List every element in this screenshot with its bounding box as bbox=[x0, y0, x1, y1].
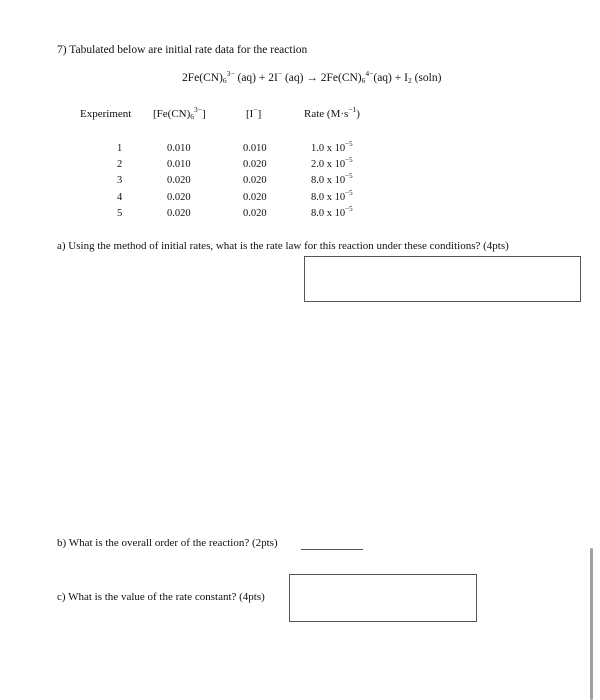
header-i-charge: − bbox=[253, 105, 258, 114]
row-1-rate-base: 1.0 x 10 bbox=[311, 143, 346, 154]
row-2-rate-base: 2.0 x 10 bbox=[311, 159, 346, 170]
reaction-charge: 4− bbox=[365, 69, 374, 78]
row-3-rate-base: 8.0 x 10 bbox=[311, 175, 346, 186]
row-1-experiment: 1 bbox=[117, 143, 123, 154]
reaction-subscript: 6 bbox=[222, 76, 227, 85]
row-4-i: 0.020 bbox=[243, 192, 267, 203]
row-5-rate bbox=[311, 205, 353, 219]
reaction-plus: + bbox=[258, 72, 266, 84]
header-i-open: [I bbox=[246, 108, 254, 120]
header-fe-close: ] bbox=[202, 108, 206, 120]
question-b-text: b) What is the overall order of the reaction? (2pts) bbox=[57, 537, 278, 549]
row-5-rate-exponent: −5 bbox=[345, 205, 353, 213]
reaction-state: (aq) bbox=[284, 72, 304, 84]
row-2-fe: 0.010 bbox=[167, 159, 191, 170]
row-4-experiment: 4 bbox=[117, 192, 123, 203]
row-5-i: 0.020 bbox=[243, 208, 267, 219]
reaction-product-iodine: I bbox=[404, 72, 408, 84]
reaction-state: (aq) bbox=[373, 72, 392, 84]
row-5-experiment: 5 bbox=[117, 208, 123, 219]
header-fe-subscript: 6 bbox=[190, 112, 195, 121]
reaction-charge: − bbox=[277, 69, 283, 78]
reaction-subscript: 2 bbox=[407, 76, 412, 85]
reaction-product-ferrocyanide: 2Fe(CN) bbox=[320, 72, 362, 84]
answer-a-input[interactable] bbox=[304, 256, 581, 302]
header-rate-exponent: −1 bbox=[348, 105, 357, 114]
reaction-plus: + bbox=[394, 72, 402, 84]
row-4-fe: 0.020 bbox=[167, 192, 191, 203]
row-1-rate-exponent: −5 bbox=[345, 140, 353, 148]
header-i-close: ] bbox=[257, 108, 262, 120]
row-3-experiment: 3 bbox=[117, 175, 123, 186]
answer-c-input[interactable] bbox=[289, 574, 477, 622]
reaction-charge: 3− bbox=[226, 69, 235, 78]
reaction-reactant-iodide: 2I bbox=[268, 72, 278, 84]
row-5-rate-base: 8.0 x 10 bbox=[311, 208, 346, 219]
row-3-i: 0.020 bbox=[243, 175, 267, 186]
row-1-i: 0.010 bbox=[243, 143, 267, 154]
row-5-fe: 0.020 bbox=[167, 208, 191, 219]
reaction-equation bbox=[182, 69, 442, 85]
row-1-fe: 0.010 bbox=[167, 143, 191, 154]
row-4-rate-exponent: −5 bbox=[345, 189, 353, 197]
reaction-state: (soln) bbox=[414, 72, 442, 84]
question-a-text: a) Using the method of initial rates, what is the rate law for this reaction under these conditions? (4pts) bbox=[57, 240, 509, 252]
answer-b-input[interactable] bbox=[301, 535, 363, 550]
reaction-reactant-ferricyanide: 2Fe(CN) bbox=[182, 72, 223, 84]
header-iodide-concentration bbox=[246, 105, 262, 120]
question-title: 7) Tabulated below are initial rate data for the reaction bbox=[57, 44, 308, 56]
header-ferricyanide-concentration bbox=[153, 105, 206, 121]
row-4-rate-base: 8.0 x 10 bbox=[311, 192, 346, 203]
row-3-rate bbox=[311, 172, 353, 186]
header-fe-open: [Fe(CN) bbox=[153, 108, 191, 120]
header-rate bbox=[304, 105, 360, 120]
row-3-fe: 0.020 bbox=[167, 175, 191, 186]
row-1-rate bbox=[311, 140, 353, 154]
row-2-rate-exponent: −5 bbox=[345, 156, 353, 164]
header-fe-charge: 3− bbox=[194, 105, 203, 114]
reaction-state: (aq) bbox=[237, 72, 257, 84]
reaction-subscript: 6 bbox=[361, 76, 366, 85]
header-rate-text: Rate (M·s bbox=[304, 108, 349, 120]
header-rate-close: ) bbox=[356, 108, 360, 120]
vertical-scrollbar[interactable] bbox=[590, 548, 593, 700]
row-4-rate bbox=[311, 189, 353, 203]
row-3-rate-exponent: −5 bbox=[345, 172, 353, 180]
row-2-i: 0.020 bbox=[243, 159, 267, 170]
header-experiment: Experiment bbox=[80, 108, 132, 120]
row-2-experiment: 2 bbox=[117, 159, 123, 170]
question-c-text: c) What is the value of the rate constant? (4pts) bbox=[57, 591, 265, 603]
reaction-arrow-icon: → bbox=[306, 72, 318, 84]
row-2-rate bbox=[311, 156, 353, 170]
